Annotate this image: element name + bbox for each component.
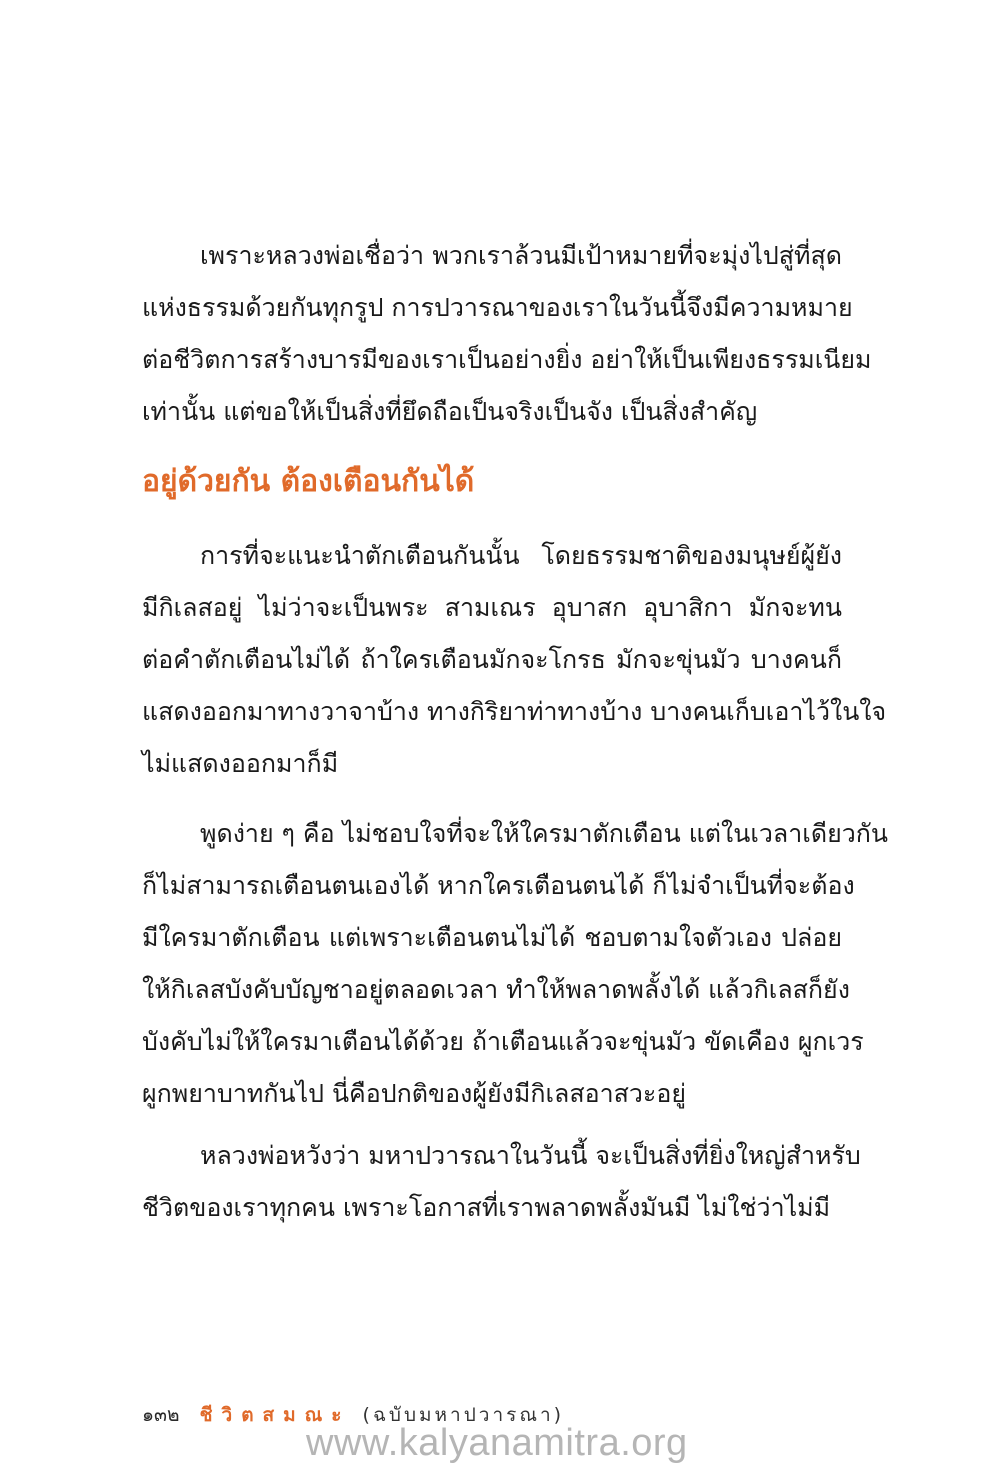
paragraph-line: บังคับไม่ให้ใครมาเตือนได้ด้วย ถ้าเตือนแล้วจะขุ่นมัว ขัดเคือง ผูกเวร (142, 1027, 864, 1056)
paragraph-line: ก็ไม่สามารถเตือนตนเองได้ หากใครเตือนตนได้ ก็ไม่จำเป็นที่จะต้อง (142, 871, 855, 900)
book-title: ชีวิตสมณะ (199, 1404, 351, 1426)
paragraph-line: ผูกพยาบาทกันไป นี่คือปกติของผู้ยังมีกิเลสอาสวะอยู่ (142, 1079, 687, 1108)
paragraph-1 (142, 230, 872, 438)
section-heading: อยู่ด้วยกัน ต้องเตือนกันได้ (142, 464, 475, 499)
watermark-url: www.kalyanamitra.org (306, 1422, 688, 1464)
paragraph-line: หลวงพ่อหวังว่า มหาปวารณาในวันนี้ จะเป็นสิ่งที่ยิ่งใหญ่สำหรับ (200, 1141, 861, 1170)
paragraph-line: มีใครมาตักเตือน แต่เพราะเตือนตนไม่ได้ ชอบตามใจตัวเอง ปล่อย (142, 923, 842, 952)
paragraph-2 (142, 530, 887, 790)
paragraph-3 (142, 808, 888, 1120)
book-edition: (ฉบับมหาปวารณา) (362, 1404, 565, 1426)
paragraph-line: ชีวิตของเราทุกคน เพราะโอกาสที่เราพลาดพลั้งมันมี ไม่ใช่ว่าไม่มี (142, 1193, 831, 1222)
page-number: ๑๓๒ (142, 1404, 180, 1426)
paragraph-line: ต่อคำตักเตือนไม่ได้ ถ้าใครเตือนมักจะโกรธ มักจะขุ่นมัว บางคนก็ (142, 645, 842, 674)
paragraph-line: ไม่แสดงออกมาก็มี (142, 749, 339, 778)
paragraph-line: มีกิเลสอยู่ ไม่ว่าจะเป็นพระ สามเณร อุบาสก อุบาสิกา มักจะทน (142, 593, 842, 622)
paragraph-line: แห่งธรรมด้วยกันทุกรูป การปวารณาของเราในวันนี้จึงมีความหมาย (142, 293, 853, 322)
paragraph-line: ต่อชีวิตการสร้างบารมีของเราเป็นอย่างยิ่ง อย่าให้เป็นเพียงธรรมเนียม (142, 345, 872, 374)
paragraph-line: พูดง่าย ๆ คือ ไม่ชอบใจที่จะให้ใครมาตักเตือน แต่ในเวลาเดียวกัน (200, 819, 888, 848)
paragraph-line: การที่จะแนะนำตักเตือนกันนั้น โดยธรรมชาติของมนุษย์ผู้ยัง (200, 541, 842, 570)
paragraph-line: แสดงออกมาทางวาจาบ้าง ทางกิริยาท่าทางบ้าง บางคนเก็บเอาไว้ในใจ (142, 697, 887, 726)
paragraph-line: เพราะหลวงพ่อเชื่อว่า พวกเราล้วนมีเป้าหมายที่จะมุ่งไปสู่ที่สุด (200, 241, 842, 270)
paragraph-line: ให้กิเลสบังคับบัญชาอยู่ตลอดเวลา ทำให้พลาดพลั้งได้ แล้วกิเลสก็ยัง (142, 975, 850, 1004)
paragraph-4 (142, 1130, 861, 1234)
paragraph-line: เท่านั้น แต่ขอให้เป็นสิ่งที่ยึดถือเป็นจริงเป็นจัง เป็นสิ่งสำคัญ (142, 397, 758, 426)
